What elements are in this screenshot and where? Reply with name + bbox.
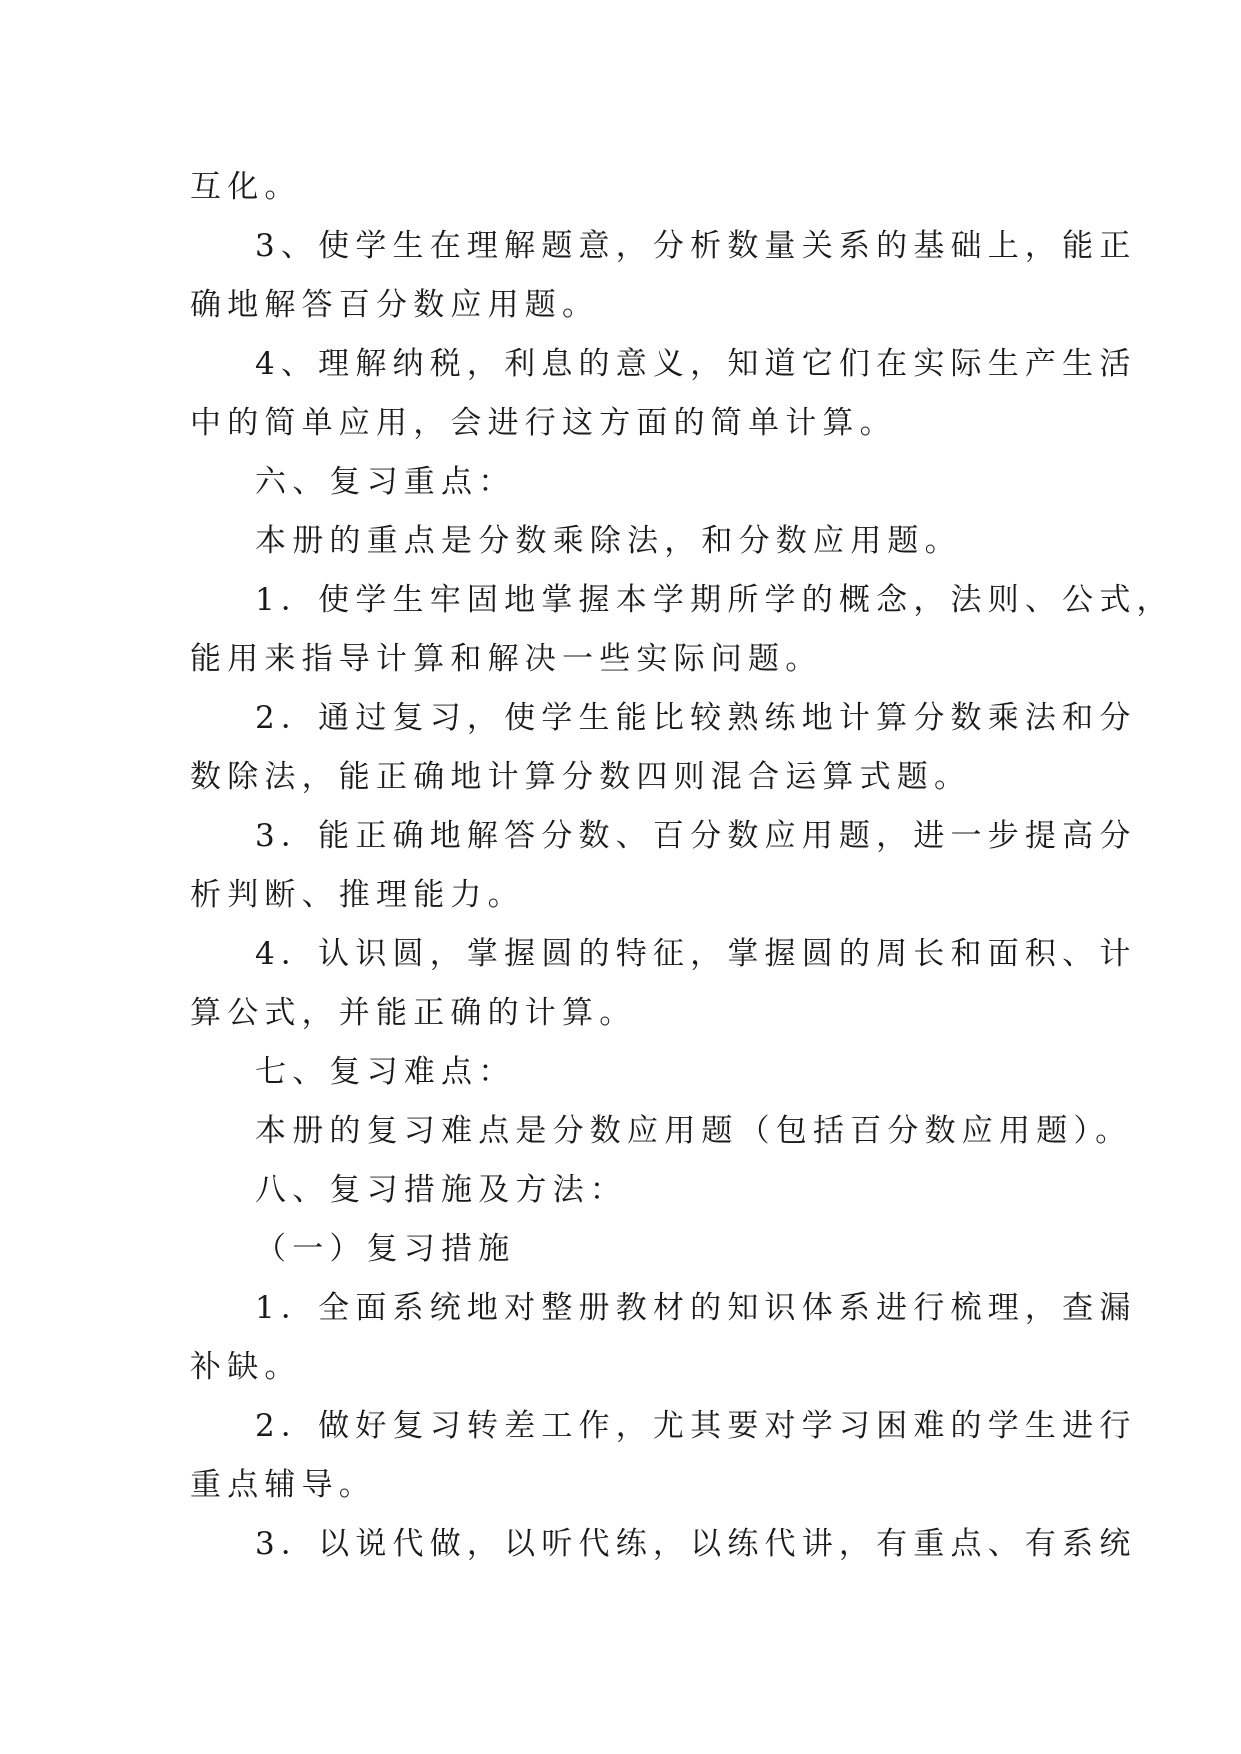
subsection-heading: （一）复习措施 (255, 1231, 516, 1267)
text-line: 算公式，并能正确的计算。 (190, 995, 637, 1031)
text-line: 3．能正确地解答分数、百分数应用题，进一步提高分 (255, 818, 1137, 854)
text-line: 数除法，能正确地计算分数四则混合运算式题。 (190, 759, 972, 795)
text-line: 3．以说代做，以听代练，以练代讲，有重点、有系统 (255, 1526, 1137, 1562)
text-line: 补缺。 (190, 1349, 302, 1385)
section-heading: 六、复习重点： (255, 464, 516, 500)
section-heading: 七、复习难点： (255, 1054, 516, 1090)
text-line: 本册的重点是分数乘除法，和分数应用题。 (255, 523, 962, 559)
text-line: 4、理解纳税，利息的意义，知道它们在实际生产生活 (255, 346, 1137, 382)
text-line: 2．做好复习转差工作，尤其要对学习困难的学生进行 (255, 1408, 1137, 1444)
document-body (190, 158, 1174, 1574)
text-line: 2．通过复习，使学生能比较熟练地计算分数乘法和分 (255, 700, 1137, 736)
text-line: 确地解答百分数应用题。 (190, 287, 600, 323)
text-line: 重点辅导。 (190, 1467, 376, 1503)
text-line: 互化。 (190, 169, 302, 205)
text-line: 1．使学生牢固地掌握本学期所学的概念，法则、公式， (255, 582, 1174, 618)
section-heading: 八、复习措施及方法： (255, 1172, 627, 1208)
text-line: 能用来指导计算和解决一些实际问题。 (190, 641, 823, 677)
text-line: 1．全面系统地对整册教材的知识体系进行梳理，查漏 (255, 1290, 1137, 1326)
text-line: 3、使学生在理解题意，分析数量关系的基础上，能正 (255, 228, 1137, 264)
text-line: 4．认识圆，掌握圆的特征，掌握圆的周长和面积、计 (255, 936, 1137, 972)
text-line: 中的简单应用，会进行这方面的简单计算。 (190, 405, 897, 441)
text-line: 析判断、推理能力。 (190, 877, 525, 913)
text-line: 本册的复习难点是分数应用题（包括百分数应用题）。 (255, 1113, 1133, 1149)
